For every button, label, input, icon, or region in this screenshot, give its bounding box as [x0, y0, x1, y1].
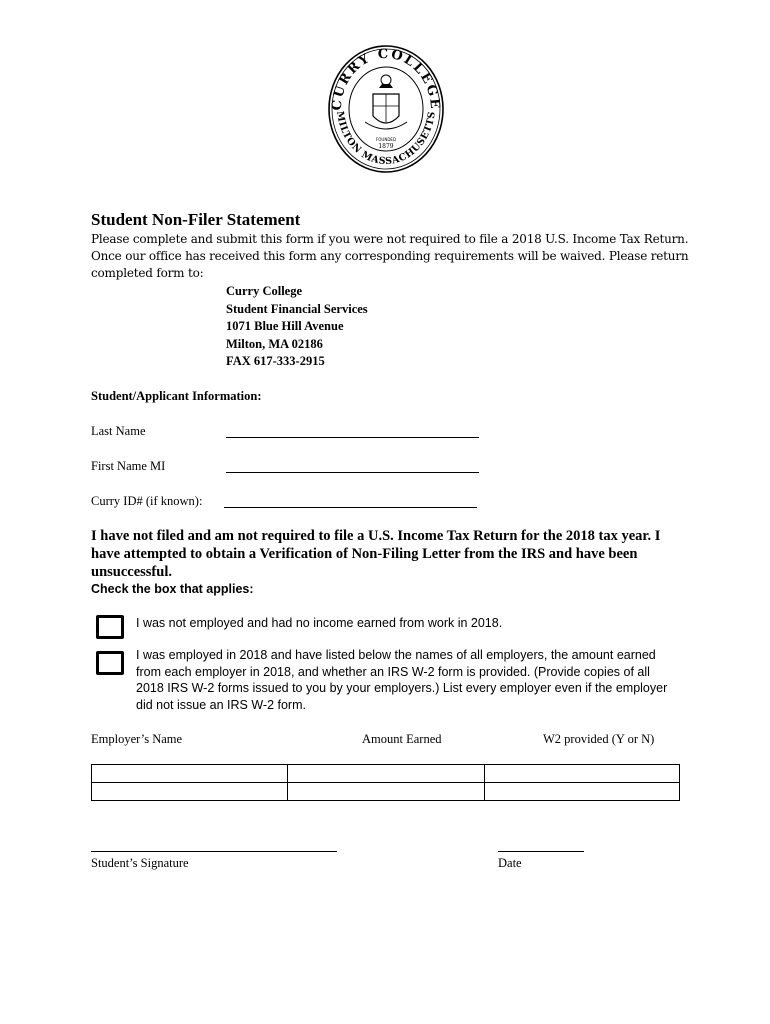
employed-checkbox[interactable]	[96, 651, 124, 675]
fax-number: FAX 617-333-2915	[226, 354, 325, 368]
employer-table	[91, 764, 680, 801]
page-title: Student Non-Filer Statement	[91, 210, 301, 229]
signature-line[interactable]	[91, 851, 337, 852]
seal-year: 1879	[378, 143, 394, 150]
check-instruction: Check the box that applies:	[91, 582, 254, 596]
seal-bottom-text: MILTON MASSACHUSETTS	[334, 110, 438, 168]
last-name-field[interactable]	[226, 437, 479, 438]
intro-paragraph: Please complete and submit this form if you were not required to file a 2018 U.S. Income Tax Return. Once our office has received this form any corresponding requirements will be waived. Please return completed form to:	[91, 232, 689, 280]
address-line: Student Financial Services	[226, 301, 368, 316]
first-name-field[interactable]	[226, 472, 479, 473]
curry-id-field[interactable]	[224, 507, 477, 508]
signature-label: Student’s Signature	[91, 856, 189, 870]
amount-earned-cell[interactable]	[288, 765, 485, 783]
non-filer-statement: I have not filed and am not required to file a U.S. Income Tax Return for the 2018 tax year. I have attempted to obtain a Verification of Non-Filing Letter from the IRS and have been unsuccessful.	[91, 528, 661, 580]
address-line: 1071 Blue Hill Avenue	[226, 319, 344, 333]
seal-top-text: CURRY COLLEGE	[329, 46, 443, 112]
w2-provided-cell[interactable]	[485, 765, 680, 783]
w2-provided-header: W2 provided (Y or N)	[543, 732, 655, 746]
last-name-label: Last Name	[91, 424, 146, 438]
college-seal-logo	[327, 44, 445, 174]
amount-earned-header: Amount Earned	[362, 732, 442, 746]
date-label: Date	[498, 856, 522, 870]
employed-option-text: I was employed in 2018 and have listed below the names of all employers, the amount earned from each employer in 2018, and whether an IRS W-2 form is provided. (Provide copies of all 2018 IRS W-2 forms issued to you by your employers.) List every employer even if the employer did not issue an IRS W-2 form.	[136, 648, 668, 712]
employer-name-header: Employer’s Name	[91, 732, 183, 746]
first-name-label: First Name MI	[91, 459, 166, 473]
address-line: Curry College	[226, 284, 303, 298]
amount-earned-cell[interactable]	[288, 783, 485, 801]
seal-founded-label: FOUNDED	[375, 137, 397, 142]
curry-id-label: Curry ID# (if known):	[91, 494, 203, 508]
not-employed-checkbox[interactable]	[96, 615, 124, 639]
mailing-address	[226, 283, 368, 371]
employer-name-cell[interactable]	[92, 765, 288, 783]
table-row	[92, 765, 680, 783]
w2-provided-cell[interactable]	[485, 783, 680, 801]
date-line[interactable]	[498, 851, 584, 852]
address-line: Milton, MA 02186	[226, 336, 323, 351]
section-heading: Student/Applicant Information:	[91, 389, 262, 403]
employer-name-cell[interactable]	[92, 783, 288, 801]
table-row	[92, 783, 680, 801]
not-employed-option-text: I was not employed and had no income earned from work in 2018.	[136, 616, 503, 630]
